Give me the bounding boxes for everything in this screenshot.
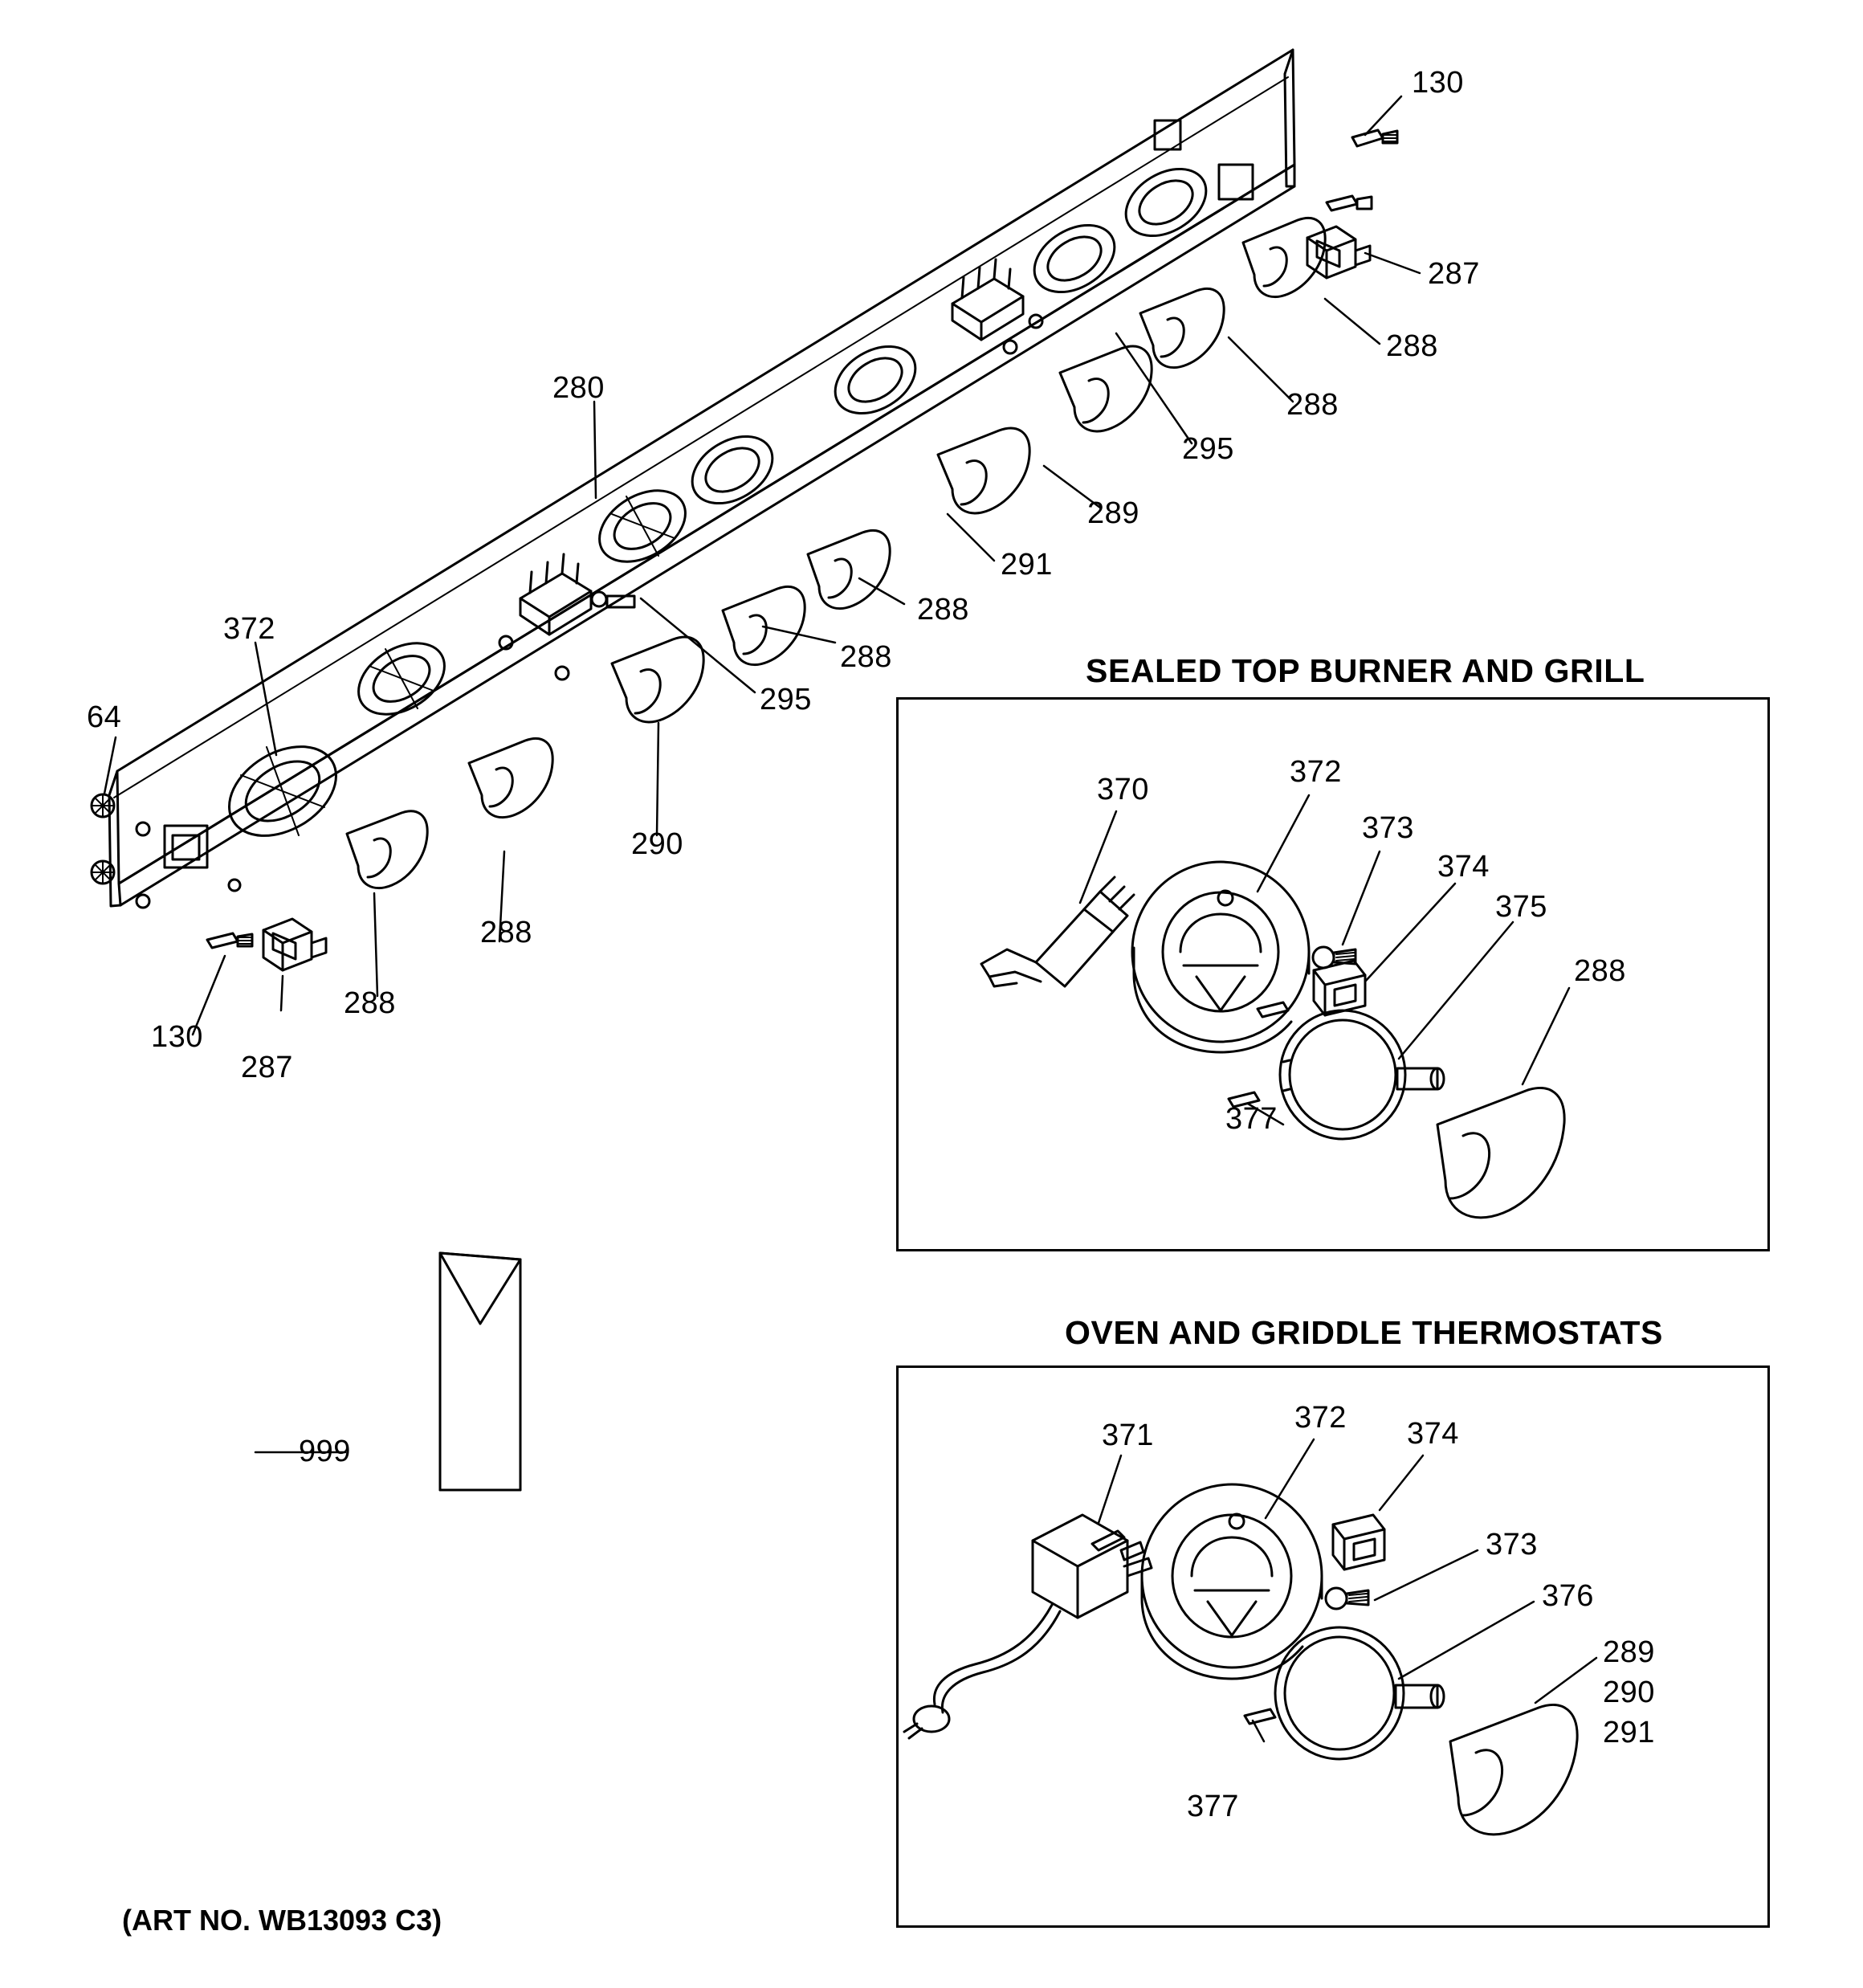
part-289-290-291-knob <box>1450 1704 1577 1834</box>
callout-o374: 374 <box>1407 1417 1459 1451</box>
callout-s372: 372 <box>1290 755 1342 789</box>
part-373-screw-oven <box>1326 1588 1368 1609</box>
callout-287-bottom: 287 <box>241 1051 293 1084</box>
section-title-oven-griddle: OVEN AND GRIDDLE THERMOSTATS <box>1065 1314 1663 1351</box>
part-374-clip-oven <box>1333 1515 1384 1570</box>
callout-o290: 290 <box>1603 1676 1655 1709</box>
callout-290: 290 <box>631 827 683 861</box>
callout-o373: 373 <box>1486 1528 1538 1561</box>
callout-s288: 288 <box>1574 954 1626 988</box>
callout-s374: 374 <box>1437 850 1490 884</box>
callout-287-top: 287 <box>1428 257 1480 291</box>
callout-s377: 377 <box>1225 1102 1278 1136</box>
callout-o376: 376 <box>1542 1579 1594 1613</box>
part-372-bezel-oven <box>1142 1484 1322 1679</box>
callout-372: 372 <box>223 612 275 646</box>
callout-o371: 371 <box>1102 1419 1154 1452</box>
callout-288-d: 288 <box>840 640 892 674</box>
part-376-gear <box>1275 1627 1444 1759</box>
callout-289: 289 <box>1087 496 1139 530</box>
callout-o289: 289 <box>1603 1635 1655 1669</box>
callout-295-a: 295 <box>1182 432 1234 466</box>
callout-999: 999 <box>299 1435 351 1468</box>
callout-s375: 375 <box>1495 890 1547 924</box>
callout-295-b: 295 <box>760 683 812 716</box>
callout-288-c: 288 <box>917 593 969 627</box>
callout-s370: 370 <box>1097 773 1149 806</box>
callout-o377: 377 <box>1187 1790 1239 1823</box>
callout-280: 280 <box>552 371 605 405</box>
part-371-thermostat <box>904 1515 1152 1738</box>
callout-288-a: 288 <box>1386 329 1438 363</box>
art-number-label: (ART NO. WB13093 C3) <box>122 1904 442 1937</box>
callout-130-bottom: 130 <box>151 1020 203 1054</box>
callout-288-b: 288 <box>1286 388 1339 422</box>
callout-s373: 373 <box>1362 811 1414 845</box>
part-377-screws-oven <box>1245 1709 1275 1724</box>
callout-o372: 372 <box>1294 1401 1347 1435</box>
callout-291: 291 <box>1001 548 1053 582</box>
callout-o291: 291 <box>1603 1716 1655 1749</box>
callout-288-f: 288 <box>344 986 396 1020</box>
callout-64: 64 <box>87 700 122 734</box>
callout-130-top: 130 <box>1412 66 1464 100</box>
section-title-sealed-top-burner: SEALED TOP BURNER AND GRILL <box>1086 652 1645 689</box>
callout-288-e: 288 <box>480 916 532 949</box>
